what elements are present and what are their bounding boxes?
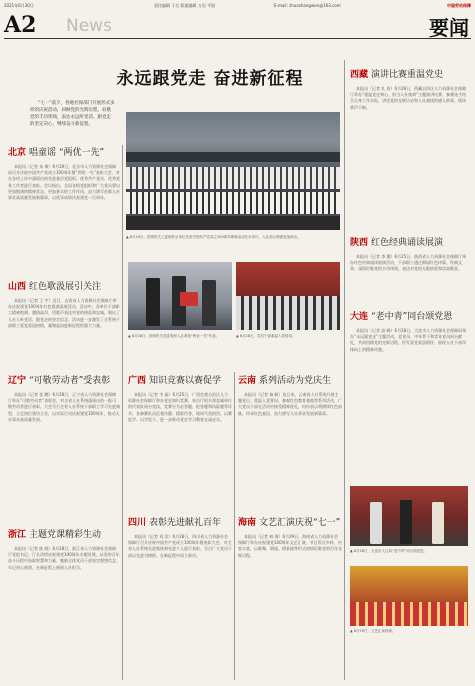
article-headline: 主题党课精彩生动 — [29, 530, 102, 540]
article-region: 四川 — [128, 518, 147, 528]
main-photo-caption: ▲ 6月29日，国家机关工委和驻京单位庆祝中国共产党成立100周年歌咏活动在京举行，人社部合唱团参加演出。 — [126, 235, 301, 239]
article-body: 本报讯（记者 刘 洋）6月28日，四川省人力资源社会保障厅召开庆祝中国共产党成立100周年暨表彰大会，对全省人社系统先进集体和先进个人进行表彰，号召广大党员干部以先进为榜样，在新征程中再立新功。 — [128, 534, 232, 558]
column-name: 要闻 — [429, 16, 469, 40]
article-body: 本报讯（记者 韦 丽）6月25日，广西壮族自治区人力资源社会保障厅举办党史知识竞赛，来自厅机关和直属单位的代表队同台竞技。竞赛分为必答题、抢答题和风险题等环节，各参赛队员沉着冷静，精彩作答，现场气氛热烈。以赛促学、以学促干，进一步推动党史学习教育走深走实。 — [128, 392, 232, 422]
article-headline: 表彰先进献礼百年 — [149, 518, 222, 528]
article-body: 本报讯（记者 李 娜）6月25日，陕西省人力资源社会保障厅举办红色经典诵读展演活动，干部职工通过朗诵红色诗篇、经典文章，深情讴歌党的丰功伟绩，表达对党的无限热爱和崇高敬意。 — [350, 254, 467, 272]
article-region: 大连 — [350, 312, 369, 322]
article-region: 广西 — [128, 376, 147, 386]
article-body: 本报讯（记者 林 海）6月29日，海南省人力资源社会保障厅举办庆祝建党100周年文艺汇演，节目形式多样、内容丰富，以歌舞、朗诵、情景剧等形式热情讴歌党的百年光辉历程。 — [238, 534, 342, 558]
article-region: 海南 — [238, 518, 257, 528]
article-headline: 演讲比赛重温党史 — [371, 70, 444, 80]
photo-oath-caption: ▲ 6月28日，党员干部重温入党誓词。 — [236, 334, 296, 338]
article-body: 本报讯（记者 朱 敏）6月29日，北京市人力资源社会保障局召开庆祝中国共产党成立100周年暨“两优一先”表彰大会，对在各项工作中涌现出的先进基层党组织、优秀共产党员、优秀党务工作者进行表彰。会议指出，全局各级党组织和广大党员要以更加饱满的精神状态、更加务实的工作作风，奋力谱写首都人社事业高质量发展新篇章，以优异成绩庆祝建党一百周年。 — [8, 164, 120, 201]
photo-generations-caption: ▲ 6月28日，大连市人社局“老中青”同台颂党恩。 — [350, 549, 428, 553]
article-body: 本报讯（记者 王 宇）近日，山西省人力资源社会保障厅举办庆祝建党100周年红色歌曲汲展活动。活动中，各单位干部职工精神饱满、激情高昂，用歌声表达对党的热爱和忠诚，唱出了人社人听党话、跟党走的坚定信念。活动进一步激发了全系统干部职工爱党爱国热情，凝聚起奋进新征程的强大力量。 — [8, 298, 120, 328]
article-region: 浙江 — [8, 530, 27, 540]
article-region: 云南 — [238, 376, 257, 386]
article-headline: 文艺汇演庆祝“七一” — [259, 518, 341, 528]
page-header — [4, 12, 471, 39]
photo-awards-caption: ▲ 6月28日，国家机关党委表彰人社系统“两优一先”代表。 — [128, 334, 220, 338]
article-headline: “老中青”同台颂党恩 — [371, 312, 453, 322]
main-headline: 永远跟党走 奋进新征程 — [116, 69, 304, 89]
article-title — [350, 312, 468, 323]
article-region: 西藏 — [350, 70, 369, 80]
article-title — [350, 70, 468, 81]
article-title — [8, 282, 118, 293]
article-region: 陕西 — [350, 238, 369, 248]
article-headline: 系列活动为党庆生 — [259, 376, 332, 386]
newspaper-brand: 中国劳动保障 — [447, 3, 471, 8]
photo-performance — [350, 566, 468, 626]
article-headline: “可敬劳动者”受表彰 — [29, 376, 111, 386]
article-title — [238, 376, 342, 387]
photo-performance-caption: ▲ 6月29日，文艺汇演现场。 — [350, 629, 396, 633]
article-title — [8, 148, 118, 159]
article-title — [238, 518, 342, 529]
article-title — [8, 530, 118, 541]
article-body: 本报讯（记者 扎 西）6月26日，西藏自治区人力资源社会保障厅举办“重温党史初心、担当人社使命”主题演讲比赛，参赛选手结合自身工作实际，讲述党的光辉历史和人社战线的感人故事，现场掌声不断。 — [350, 86, 467, 110]
article-headline: 红色歌汲展引关注 — [29, 282, 102, 292]
article-body: 本报讯（记者 张 鹏）6月28日，辽宁省人力资源社会保障厅举办“可敬劳动者”表彰会，对全省人社系统涌现出的一批可敬劳动者进行表彰。大会号召全省人社系统干部职工学习先进典型，立足岗位建功立业，以实际行动庆祝建党100周年，推动人社事业高质量发展。 — [8, 392, 120, 422]
top-info-bar — [4, 2, 471, 9]
column-divider — [122, 145, 123, 680]
article-headline: 唱童谣 “两优一先” — [29, 148, 105, 158]
email-line: E-mail: zhuozhangwen@163.com — [274, 3, 341, 8]
page-number: A2 — [4, 12, 37, 38]
photo-generations — [350, 486, 468, 546]
article-body: 本报讯（记者 陈 晓）6月28日，浙江省人力资源社会保障厅党组书记、厅长讲授庆祝建党100周年专题党课，从党的百年奋斗历程中汲取智慧和力量，勉励全体党员干部坚定理想信念，牢记初心使命，在新征程上展现人社担当。 — [8, 546, 120, 570]
article-headline: 红色经典诵读展演 — [371, 238, 444, 248]
photo-awards — [128, 262, 232, 330]
editors-line: 责任编辑 于岳 版面编辑 万岩 平面 — [154, 3, 216, 8]
article-title — [128, 518, 232, 529]
lead-paragraph: “七一”前夕，各地社保部门开展形式多样的庆祝活动，回顾党的光辉历程，讴歌党的丰功伟绩，表达永远听党话、跟党走的坚定决心，继续奋斗新征程。 — [30, 101, 115, 127]
main-photo — [126, 112, 340, 230]
article-body: 本报讯（记者 高 峰）6月28日，大连市人力资源社会保障局举办“永远跟党走”主题活动，老党员、中年骨干和青年党员同台献礼，共同回顾党的光辉历程，抒发爱党爱国情怀，展现人社干部昂扬向上的精神风貌。 — [350, 328, 467, 352]
article-title — [128, 376, 232, 387]
column-divider — [344, 60, 345, 680]
column-divider — [234, 372, 235, 680]
article-region: 北京 — [8, 148, 27, 158]
section-name: News — [66, 16, 112, 36]
issue-date: 2021年6月30日 — [4, 3, 34, 8]
article-title — [350, 238, 468, 249]
article-headline: 知识竞赛以赛促学 — [149, 376, 222, 386]
article-title — [8, 376, 118, 387]
article-region: 辽宁 — [8, 376, 27, 386]
article-body: 本报讯（记者 杨 帆）连日来，云南省人社系统开展主题党日、重温入党誓词、参观红色教育基地等系列活动，广大党员干部在活动中接受精神洗礼，纷纷表示将赓续红色血脉，传承红色基因，奋力谱写人社事业发展新篇章。 — [238, 392, 342, 416]
photo-oath — [236, 262, 340, 330]
article-region: 山西 — [8, 282, 27, 292]
